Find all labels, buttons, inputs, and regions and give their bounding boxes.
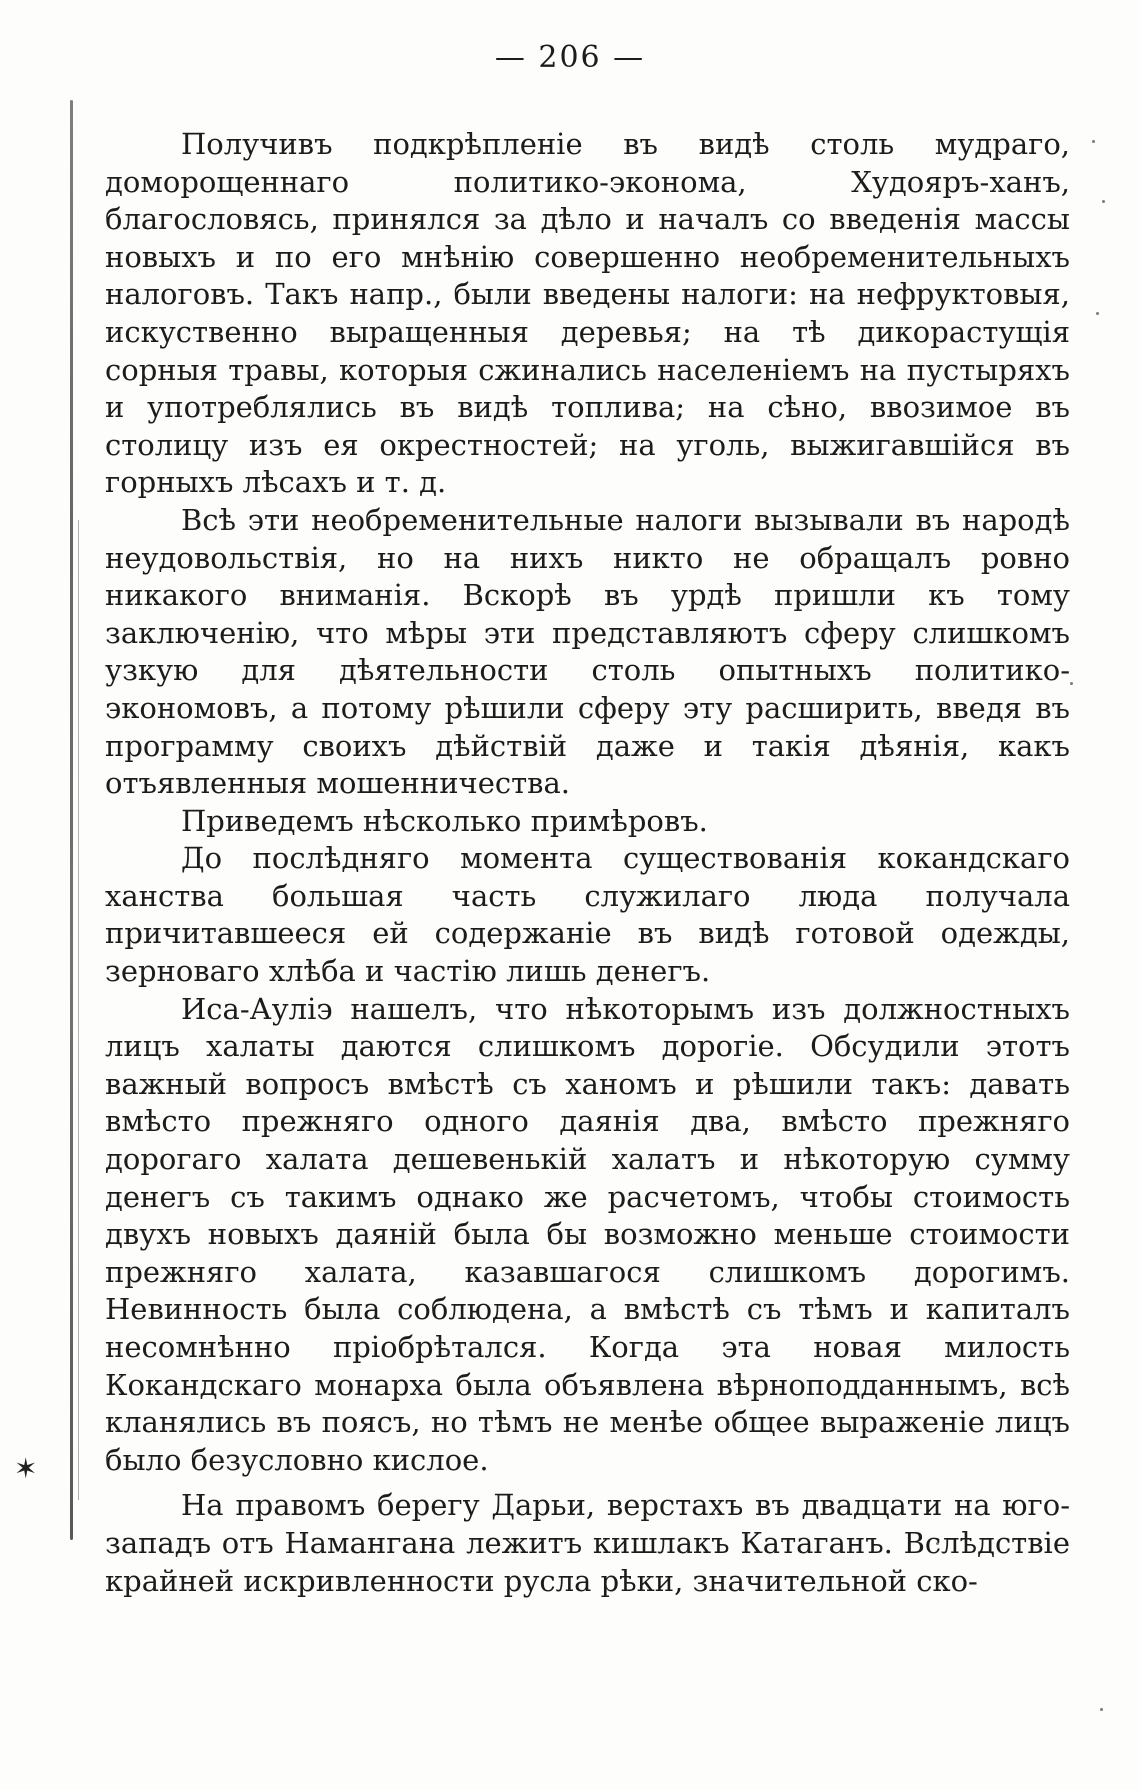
body-text [105, 126, 1070, 1600]
paragraph: Иса-Ауліэ нашелъ, что нѣкоторымъ изъ должностныхъ лицъ халаты даются слишкомъ дорогіе. Обсудили этотъ важный вопросъ вмѣстѣ съ ханомъ и рѣшили такъ: давать вмѣсто прежняго одного даянія два, вмѣсто прежняго дорогаго халата дешевенькій халатъ и нѣкоторую сумму денегъ съ такимъ однако же расчетомъ, чтобы стоимость двухъ новыхъ даяній была бы возможно меньше стоимости прежняго халата, казавшагося слишкомъ дорогимъ. Невинность была соблюдена, а вмѣстѣ съ тѣмъ и капиталъ несомнѣнно пріобрѣтался. Когда эта новая милость Кокандскаго монарха была объявлена вѣрноподданнымъ, всѣ кланялись въ поясъ, но тѣмъ не менѣе общее выраженіе лицъ было безусловно кислое. [105, 991, 1070, 1477]
paragraph: Получивъ подкрѣпленіе въ видѣ столь мудраго, доморощеннаго политико-эконома, Худояръ-ханъ, благословясь, принялся за дѣло и началъ со введенія массы новыхъ и по его мнѣнію совершенно необременительныхъ налоговъ. Такъ напр., были введены налоги: на нефруктовыя, искуственно выращенныя деревья; на тѣ дикорастущія сорныя травы, которыя сжинались населеніемъ на пустыряхъ и употреблялись въ видѣ топлива; на сѣно, ввозимое въ столицу изъ ея окрестностей; на уголь, выжигавшійся въ горныхъ лѣсахъ и т. д. [105, 127, 1070, 500]
margin-pencil-line [70, 100, 73, 1540]
ink-speck [1096, 312, 1099, 315]
ink-speck [1100, 1708, 1103, 1711]
paragraph: Всѣ эти необременительные налоги вызывали въ народѣ неудовольствія, но на нихъ никто не обращалъ ровно никакого вниманія. Вскорѣ въ урдѣ пришли къ тому заключенію, что мѣры эти представляютъ сферу слишкомъ узкую для дѣятельности столь опытныхъ политико-экономовъ, а потому рѣшили сферу эту расширить, введя въ программу своихъ дѣйствій даже и такія дѣянія, какъ отъявленныя мошенничества. [105, 502, 1070, 801]
paragraph: Приведемъ нѣсколько примѣровъ. [181, 803, 708, 838]
margin-pencil-line-thin [78, 520, 79, 1500]
paragraph: До послѣдняго момента существованія кокандскаго ханства большая часть служилаго люда получала причитавшееся ей содержаніе въ видѣ готовой одежды, зерноваго хлѣба и частію лишь денегъ. [105, 841, 1070, 989]
paragraph: На правомъ берегу Дарьи, верстахъ въ двадцати на юго-западъ отъ Намангана лежитъ кишлакъ Катаганъ. Вслѣдствіе крайней искривленности русла рѣки, значительной ско- [105, 1488, 1070, 1598]
ink-speck [1070, 682, 1073, 685]
page-number: — 206 — [494, 40, 646, 75]
margin-star-icon: ✶ [14, 1452, 38, 1485]
ink-speck [1092, 140, 1095, 143]
ink-speck [1102, 200, 1105, 203]
